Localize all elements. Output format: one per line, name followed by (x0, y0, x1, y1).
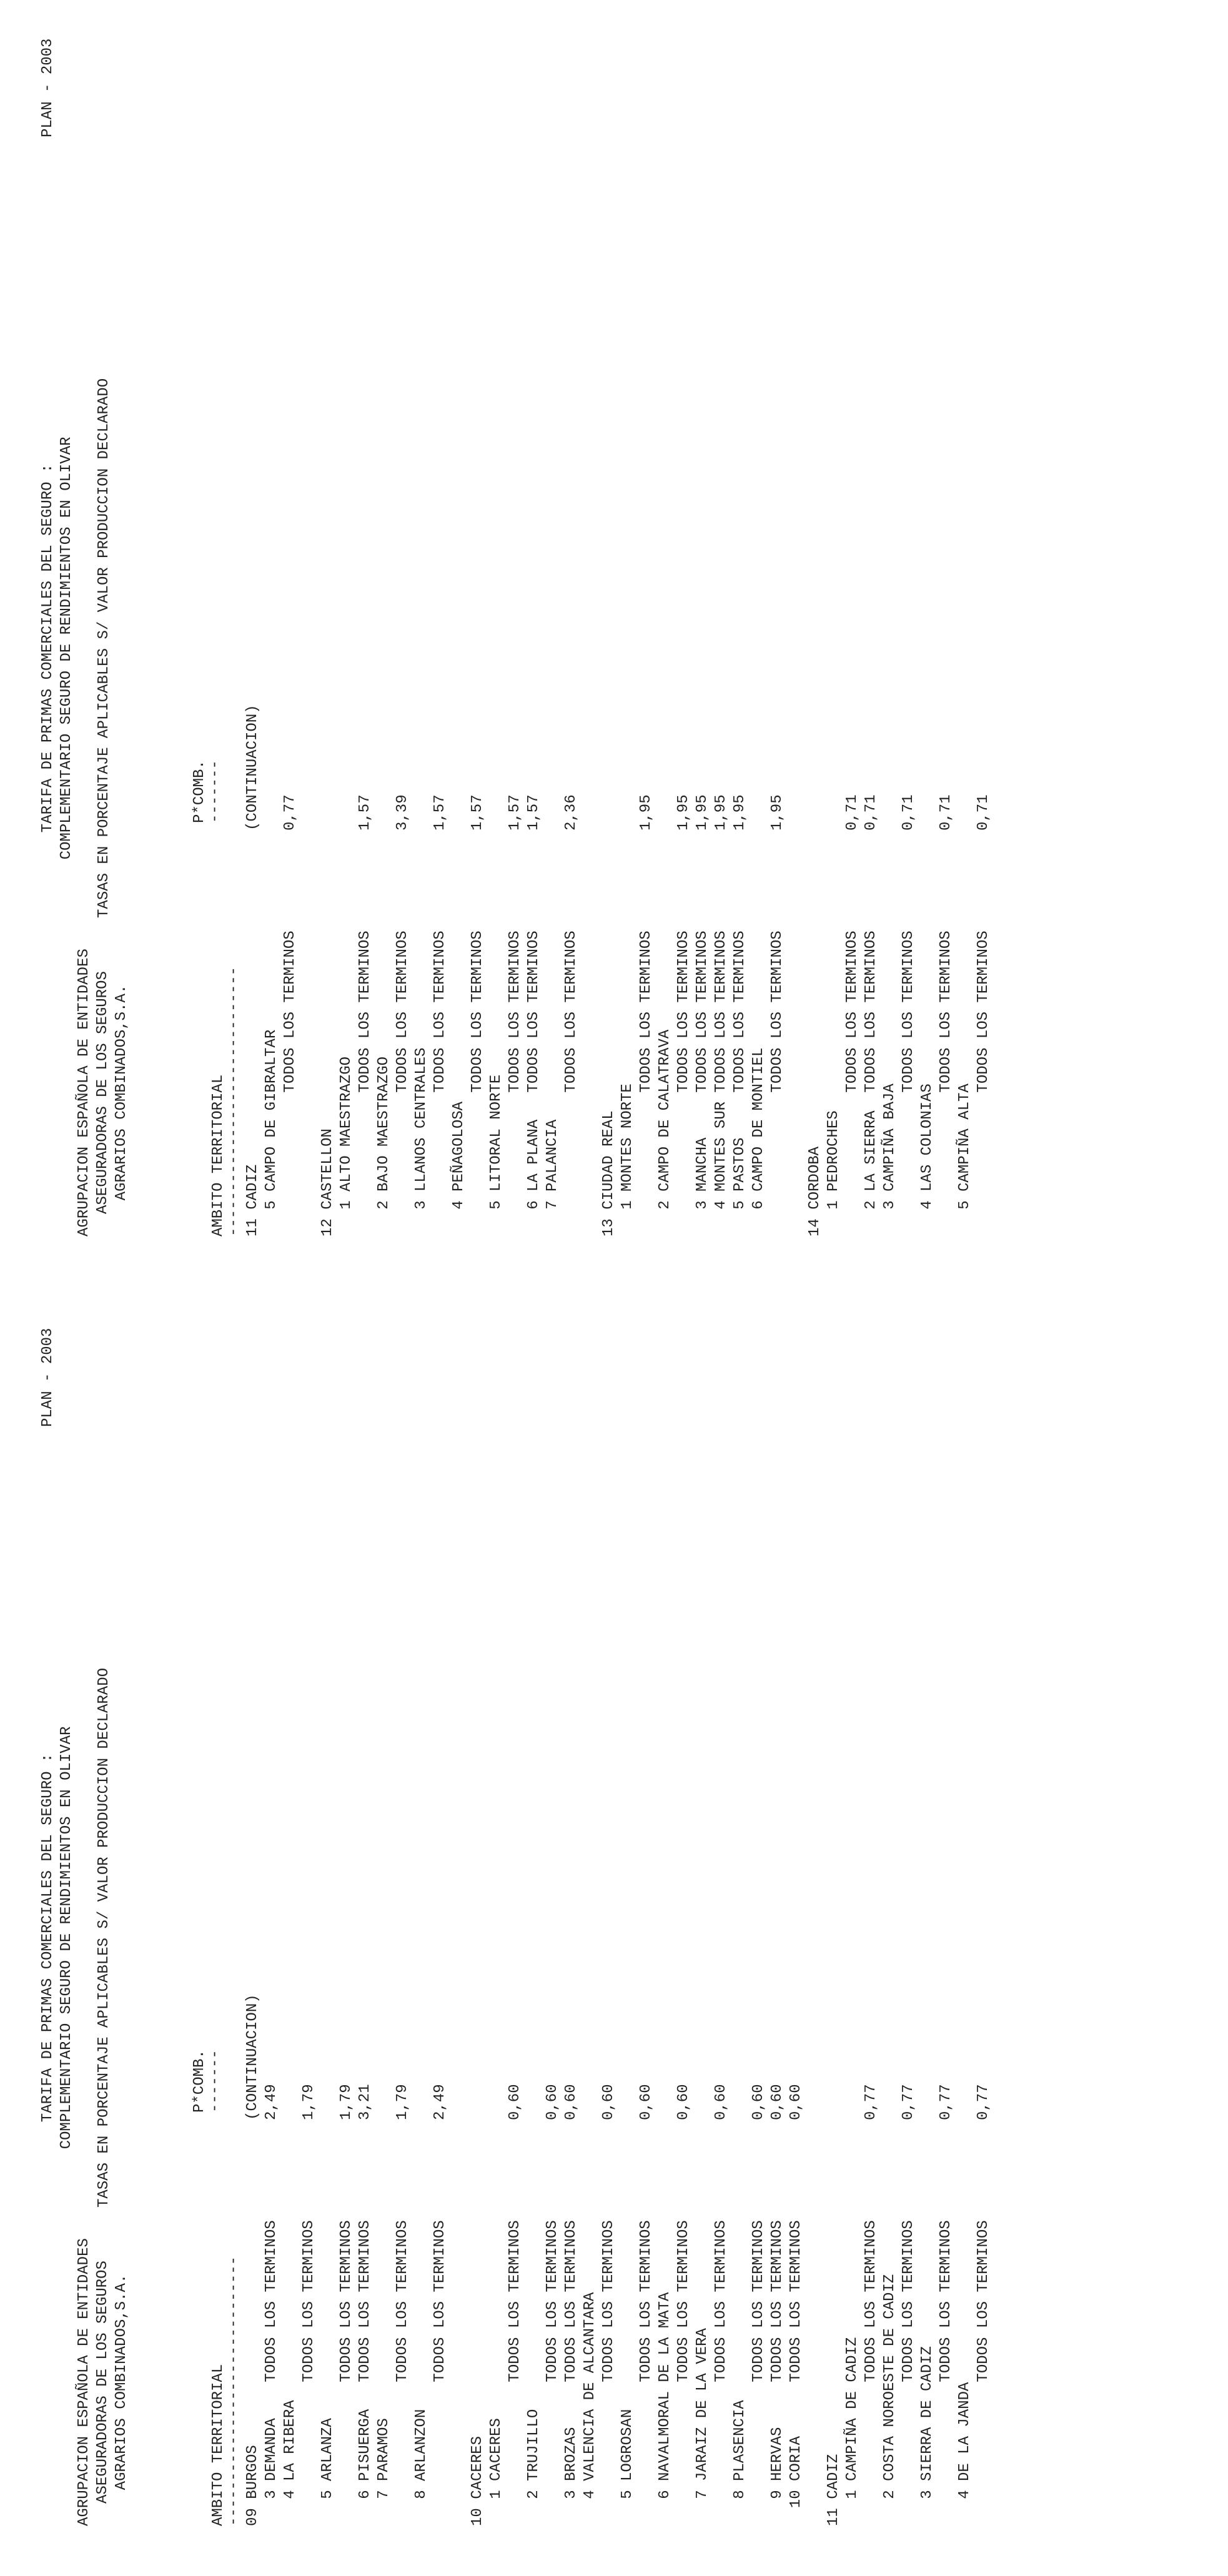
tariff-page-left (0, 1290, 1228, 2576)
territory-label: 1 CAMPIÑA DE CADIZ (844, 2337, 861, 2526)
table-row (337, 674, 356, 1236)
table-row (806, 1964, 824, 2526)
table-row (862, 674, 881, 1236)
table-row (468, 674, 487, 1236)
territory-label: 5 LITORAL NORTE (488, 1074, 505, 1236)
pcomb-rate: 0,60 (769, 2084, 786, 2120)
territory-label: 3 SIERRA DE CADIZ (919, 2346, 936, 2526)
territory-label: 13 CIUDAD REAL (600, 1110, 617, 1236)
table-row (618, 1964, 637, 2526)
tariff-page-right (0, 0, 1228, 1286)
territory-label: TODOS LOS TERMINOS (938, 930, 954, 1236)
territory-label: 7 JARAIZ DE LA VERA (694, 2328, 711, 2526)
pcomb-rate: 2,49 (432, 2084, 448, 2120)
table-row (656, 674, 675, 1236)
pcomb-rate: 2,36 (563, 794, 580, 831)
table-row (618, 674, 637, 1236)
territory-label: TODOS LOS TERMINOS (432, 2220, 448, 2526)
territory-label: 4 LA RIBERA (282, 2400, 299, 2526)
pcomb-rate: 1,57 (469, 794, 486, 831)
table-row (974, 674, 993, 1236)
table-row (750, 1964, 768, 2526)
table-row (675, 1964, 693, 2526)
territory-label: 11 CADIZ (244, 1164, 261, 1236)
table-row (918, 1964, 937, 2526)
territory-label: 1 PEDROCHES (825, 1110, 842, 1236)
pcomb-rate: 0,71 (900, 794, 917, 831)
territory-label: TODOS LOS TERMINOS (432, 930, 448, 1236)
table-row (824, 1964, 843, 2526)
pcomb-column-header: P*COMB. (191, 760, 208, 823)
table-row (244, 1964, 262, 2526)
plan-label: PLAN - 2003 (39, 1328, 56, 1427)
table-row (412, 674, 431, 1236)
territory-label: TODOS LOS TERMINOS (900, 930, 917, 1236)
territory-label: 5 PASTOS TODOS LOS TERMINOS (731, 930, 748, 1236)
tariff-title: TARIFA DE PRIMAS COMERCIALES DEL SEGURO : COMPLEMENTARIO SEGURO DE RENDIMIENTOS EN OLIVAR TASAS EN PORCENTAJE APLICABLES S/ VALOR PRODUCCION DECLARADO (39, 378, 112, 918)
territory-label: 6 NAVALMORAL DE LA MATA (656, 2292, 673, 2526)
table-row (787, 1964, 806, 2526)
table-row (656, 1964, 675, 2526)
territory-label: 1 CACERES (488, 2418, 505, 2526)
pcomb-rate: 0,77 (975, 2084, 992, 2120)
table-row (843, 674, 862, 1236)
table-row (525, 674, 543, 1236)
territory-label: TODOS LOS TERMINOS (938, 2220, 954, 2526)
territory-label: 9 HERVAS TODOS LOS TERMINOS (769, 2220, 786, 2526)
territory-label: 09 BURGOS (244, 2445, 261, 2526)
table-row (337, 1964, 356, 2526)
pcomb-rate: 0,60 (788, 2084, 805, 2120)
table-row (281, 674, 300, 1236)
territory-label: 4 LAS COLONIAS (919, 1083, 936, 1236)
table-row (487, 674, 506, 1236)
pcomb-column-header: P*COMB. (191, 2050, 208, 2113)
table-row (675, 674, 693, 1236)
table-row (693, 674, 712, 1236)
table-row (956, 1964, 974, 2526)
territory-label: 4 MONTES SUR TODOS LOS TERMINOS (713, 930, 730, 1236)
table-row (862, 1964, 881, 2526)
territory-label: TODOS LOS TERMINOS (638, 930, 655, 1236)
table-row (562, 674, 581, 1236)
continuation-note: (CONTINUACION) (244, 1994, 261, 2120)
table-row (412, 1964, 431, 2526)
territory-label: 11 CADIZ (825, 2454, 842, 2526)
territory-label: TODOS LOS TERMINOS (338, 2220, 355, 2526)
tariff-title: TARIFA DE PRIMAS COMERCIALES DEL SEGURO : COMPLEMENTARIO SEGURO DE RENDIMIENTOS EN OLIVAR TASAS EN PORCENTAJE APLICABLES S/ VALOR PRODUCCION DECLARADO (39, 1667, 112, 2208)
table-row (506, 1964, 525, 2526)
territory-label: 3 BROZAS TODOS LOS TERMINOS (563, 2220, 580, 2526)
territory-label: TODOS LOS TERMINOS (769, 930, 786, 1236)
table-row (356, 1964, 375, 2526)
table-row (768, 1964, 787, 2526)
pcomb-rate: 0,60 (713, 2084, 730, 2120)
territory-label: TODOS LOS TERMINOS (638, 2220, 655, 2526)
table-row (506, 674, 525, 1236)
table-row (600, 1964, 618, 2526)
pcomb-rate: 0,60 (600, 2084, 617, 2120)
territory-label: 7 PARAMOS (375, 2418, 392, 2526)
pcomb-rate: 0,60 (544, 2084, 561, 2120)
table-row (881, 1964, 899, 2526)
territory-label: 3 CAMPIÑA BAJA (881, 1083, 898, 1236)
territory-label: 4 DE LA JANDA (956, 2382, 973, 2526)
table-row (300, 1964, 319, 2526)
table-row (262, 674, 281, 1236)
pcomb-rate: 3,39 (394, 794, 411, 831)
table-row (300, 674, 319, 1236)
pcomb-underline: ------- (207, 2050, 224, 2113)
table-row (525, 1964, 543, 2526)
ambito-underline: ------------------------------ (225, 2256, 242, 2526)
pcomb-rate: 0,71 (844, 794, 861, 831)
territory-label: TODOS LOS TERMINOS (282, 930, 299, 1236)
table-row (731, 1964, 750, 2526)
territory-label: 5 LOGROSAN (619, 2409, 636, 2526)
table-row (956, 674, 974, 1236)
table-row (974, 1964, 993, 2526)
ambito-column-header: AMBITO TERRITORIAL (210, 2364, 227, 2526)
territory-label: 2 COSTA NOROESTE DE CADIZ (881, 2274, 898, 2526)
table-row (581, 1964, 600, 2526)
table-row (600, 674, 618, 1236)
territory-label: TODOS LOS TERMINOS (469, 930, 486, 1236)
territory-label: 4 PEÑAGOLOSA (450, 1101, 467, 1236)
pcomb-rate: 1,79 (394, 2084, 411, 2120)
pcomb-rate: 1,57 (525, 794, 542, 831)
table-row (487, 1964, 506, 2526)
territory-label: 5 ARLANZA (319, 2418, 336, 2526)
territory-label: 2 CAMPO DE CALATRAVA (656, 1029, 673, 1236)
table-row (899, 1964, 918, 2526)
territory-label: 3 DEMANDA TODOS LOS TERMINOS (263, 2220, 280, 2526)
table-row (937, 674, 956, 1236)
territory-label: TODOS LOS TERMINOS (507, 930, 523, 1236)
table-row (394, 674, 412, 1236)
pcomb-rate: 0,60 (675, 2084, 692, 2120)
ambito-underline: ------------------------------ (225, 966, 242, 1236)
table-row (937, 1964, 956, 2526)
ambito-column-header: AMBITO TERRITORIAL (210, 1074, 227, 1236)
territory-label: 7 PALANCIA (544, 1119, 561, 1236)
pcomb-rate: 0,77 (863, 2084, 879, 2120)
pcomb-rate: 0,77 (938, 2084, 954, 2120)
territory-label: TODOS LOS TERMINOS (394, 930, 411, 1236)
territory-label: 8 ARLANZON (413, 2409, 430, 2526)
territory-label: TODOS LOS TERMINOS (750, 2220, 767, 2526)
table-row (431, 1964, 450, 2526)
territory-label: TODOS LOS TERMINOS (300, 2220, 317, 2526)
territory-label: TODOS LOS TERMINOS (675, 930, 692, 1236)
territory-label: 5 CAMPO DE GIBRALTAR (263, 1029, 280, 1236)
table-row (562, 1964, 581, 2526)
table-row (712, 1964, 731, 2526)
territory-label: 2 BAJO MAESTRAZGO (375, 1056, 392, 1236)
territory-label: TODOS LOS TERMINOS (357, 930, 374, 1236)
pcomb-rate: 1,95 (638, 794, 655, 831)
territory-label: TODOS LOS TERMINOS (900, 2220, 917, 2526)
territory-label: 10 CACERES (469, 2435, 486, 2526)
table-row (918, 674, 937, 1236)
pcomb-rate: 1,57 (357, 794, 374, 831)
table-row (450, 1964, 468, 2526)
pcomb-rate: 0,60 (750, 2084, 767, 2120)
territory-label: TODOS LOS TERMINOS (975, 930, 992, 1236)
pcomb-rate: 0,77 (900, 2084, 917, 2120)
table-row (768, 674, 787, 1236)
table-row (881, 674, 899, 1236)
table-row (806, 674, 824, 1236)
pcomb-underline: ------- (207, 760, 224, 823)
territory-label: TODOS LOS TERMINOS (713, 2220, 730, 2526)
pcomb-rate: 0,71 (975, 794, 992, 831)
table-row (394, 1964, 412, 2526)
territory-table (244, 674, 993, 1236)
territory-label: 14 CORDOBA (806, 1146, 823, 1236)
organization-header: AGRUPACION ESPAÑOLA DE ENTIDADES ASEGURADORAS DE LOS SEGUROS AGRARIOS COMBINADOS,S.A. (76, 949, 130, 1236)
pcomb-rate: 1,95 (713, 794, 730, 831)
territory-label: TODOS LOS TERMINOS (844, 930, 861, 1236)
territory-label: 2 TRUJILLO (525, 2409, 542, 2526)
territory-label: 6 PISUERGA TODOS LOS TERMINOS (357, 2220, 374, 2526)
table-row (899, 674, 918, 1236)
table-row (581, 674, 600, 1236)
table-row (431, 674, 450, 1236)
pcomb-rate: 0,60 (507, 2084, 523, 2120)
table-row (262, 1964, 281, 2526)
territory-label: TODOS LOS TERMINOS (563, 930, 580, 1236)
pcomb-rate: 1,79 (300, 2084, 317, 2120)
table-row (824, 674, 843, 1236)
territory-label: 4 VALENCIA DE ALCANTARA (582, 2292, 598, 2526)
territory-label: 3 LLANOS CENTRALES (413, 1047, 430, 1236)
table-row (543, 1964, 562, 2526)
pcomb-rate: 0,77 (282, 794, 299, 831)
table-row (375, 674, 394, 1236)
territory-label: 3 MANCHA TODOS LOS TERMINOS (694, 930, 711, 1236)
pcomb-rate: 0,71 (863, 794, 879, 831)
table-row (843, 1964, 862, 2526)
table-row (356, 674, 375, 1236)
territory-label: 12 CASTELLON (319, 1128, 336, 1236)
pcomb-rate: 0,60 (638, 2084, 655, 2120)
territory-label: TODOS LOS TERMINOS (675, 2220, 692, 2526)
pcomb-rate: 1,95 (694, 794, 711, 831)
table-row (319, 1964, 337, 2526)
table-row (319, 674, 337, 1236)
pcomb-rate: 1,57 (507, 794, 523, 831)
organization-header: AGRUPACION ESPAÑOLA DE ENTIDADES ASEGURADORAS DE LOS SEGUROS AGRARIOS COMBINADOS,S.A. (76, 2238, 130, 2526)
territory-label: TODOS LOS TERMINOS (600, 2220, 617, 2526)
table-row (450, 674, 468, 1236)
territory-label: 1 MONTES NORTE (619, 1083, 636, 1236)
territory-table (244, 1964, 993, 2526)
table-row (731, 674, 750, 1236)
table-row (468, 1964, 487, 2526)
pcomb-rate: 1,95 (675, 794, 692, 831)
pcomb-rate: 3,21 (357, 2084, 374, 2120)
continuation-note: (CONTINUACION) (244, 704, 261, 831)
table-row (712, 674, 731, 1236)
table-row (750, 674, 768, 1236)
territory-label: 5 CAMPIÑA ALTA (956, 1083, 973, 1236)
pcomb-rate: 1,79 (338, 2084, 355, 2120)
territory-label: 6 LA PLANA TODOS LOS TERMINOS (525, 930, 542, 1236)
territory-label: 8 PLASENCIA (731, 2400, 748, 2526)
territory-label: TODOS LOS TERMINOS (507, 2220, 523, 2526)
pcomb-rate: 1,95 (769, 794, 786, 831)
territory-label: 6 CAMPO DE MONTIEL (750, 1047, 767, 1236)
table-row (543, 674, 562, 1236)
table-row (375, 1964, 394, 2526)
territory-label: TODOS LOS TERMINOS (394, 2220, 411, 2526)
pcomb-rate: 1,95 (731, 794, 748, 831)
pcomb-rate: 2,49 (263, 2084, 280, 2120)
table-row (637, 1964, 656, 2526)
territory-label: 1 ALTO MAESTRAZGO (338, 1056, 355, 1236)
table-row (693, 1964, 712, 2526)
table-row (281, 1964, 300, 2526)
table-row (637, 674, 656, 1236)
territory-label: TODOS LOS TERMINOS (544, 2220, 561, 2526)
territory-label: TODOS LOS TERMINOS (975, 2220, 992, 2526)
territory-label: 10 CORIA TODOS LOS TERMINOS (788, 2220, 805, 2526)
table-row (787, 674, 806, 1236)
table-row (244, 674, 262, 1236)
territory-label: TODOS LOS TERMINOS (863, 2220, 879, 2526)
pcomb-rate: 0,60 (563, 2084, 580, 2120)
pcomb-rate: 0,71 (938, 794, 954, 831)
territory-label: 2 LA SIERRA TODOS LOS TERMINOS (863, 930, 879, 1236)
plan-label: PLAN - 2003 (39, 38, 56, 137)
pcomb-rate: 1,57 (432, 794, 448, 831)
